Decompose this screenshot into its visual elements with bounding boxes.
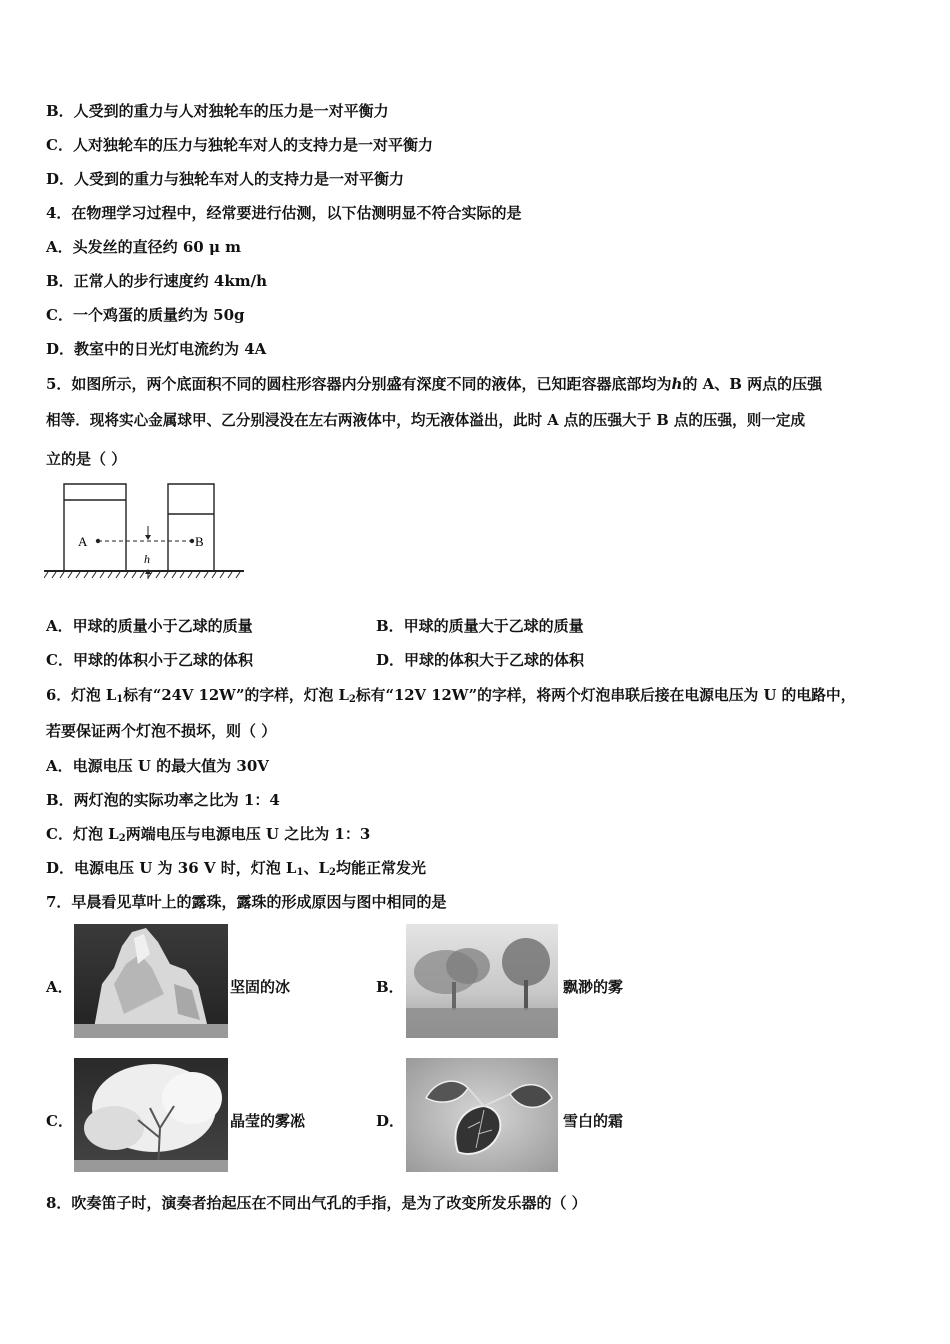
q6-d-sub2: 2: [329, 867, 336, 878]
right-container: [168, 484, 214, 570]
q7-option-a-label: A．: [46, 978, 73, 996]
q6-option-c: [46, 823, 370, 845]
q7-option-b-caption: 飘渺的雾: [563, 978, 624, 996]
q6-stem-line1: [46, 685, 856, 707]
q6-option-b: B．两灯泡的实际功率之比为 1：4: [46, 791, 280, 809]
q5-option-d: D．甲球的体积大于乙球的体积: [376, 651, 585, 669]
fog-image: [406, 924, 558, 1038]
q4-option-a: A．头发丝的直径约 60 μ m: [46, 238, 242, 256]
q4-option-b: B．正常人的步行速度约 4km/h: [46, 272, 267, 290]
q6-d-part3: 均能正常发光: [335, 859, 426, 877]
q7-option-b-label: B．: [376, 978, 404, 996]
q5-container-figure: [44, 480, 248, 580]
q7-option-a-caption: 坚固的冰: [230, 978, 291, 996]
label-a: A: [78, 534, 88, 549]
frost-image: [406, 1058, 558, 1172]
q5-option-a: A．甲球的质量小于乙球的质量: [46, 617, 253, 635]
q6-option-d: [46, 857, 426, 879]
label-h: h: [144, 552, 150, 566]
q6-option-a: A．电源电压 U 的最大值为 30V: [46, 757, 269, 775]
q6-stem-part3: 标有“12V 12W”的字样，将两个灯泡串联后接在电源电压为 U 的电路中，: [355, 687, 856, 704]
point-b: [190, 539, 194, 543]
q3-option-d: D．人受到的重力与独轮车对人的支持力是一对平衡力: [46, 170, 405, 188]
q6-c-part1: C．灯泡 L: [46, 825, 119, 843]
ice-image: [74, 924, 228, 1038]
q6-d-sub1: 1: [296, 867, 304, 878]
point-a: [96, 539, 100, 543]
q8-stem: 8．吹奏笛子时，演奏者抬起压在不同出气孔的手指，是为了改变所发乐器的（ ）: [46, 1194, 587, 1212]
left-container: [64, 484, 126, 570]
q5-stem-line2: 相等．现将实心金属球甲、乙分别浸没在左右两液体中，均无液体溢出，此时 A 点的压强大于 B 点的压强，则一定成: [46, 412, 806, 429]
q6-c-sub: 2: [118, 833, 126, 844]
q7-option-d-caption: 雪白的霜: [563, 1112, 624, 1130]
q6-sub-1: 1: [116, 694, 124, 705]
q3-option-c: C．人对独轮车的压力与独轮车对人的支持力是一对平衡力: [46, 136, 433, 154]
ground-hatching: [44, 572, 240, 578]
q6-stem-part1: 6．灯泡 L: [46, 687, 117, 704]
q4-option-c: C．一个鸡蛋的质量约为 50g: [46, 306, 245, 324]
q4-stem: 4．在物理学习过程中，经常要进行估测，以下估测明显不符合实际的是: [46, 204, 522, 222]
q7-stem: 7．早晨看见草叶上的露珠，露珠的形成原因与图中相同的是: [46, 893, 447, 911]
q7-option-c-label: C．: [46, 1112, 73, 1130]
q5-stem-line3: 立的是（ ）: [46, 450, 127, 468]
q7-option-c-caption: 晶莹的雾凇: [230, 1112, 306, 1130]
q5-stem-line1: [46, 373, 822, 395]
q5-option-b: B．甲球的质量大于乙球的质量: [376, 617, 584, 635]
q6-c-part2: 两端电压与电源电压 U 之比为 1：3: [125, 825, 371, 843]
q5-stem-part1: 5．如图所示，两个底面积不同的圆柱形容器内分别盛有深度不同的液体，已知距容器底部均为: [46, 375, 672, 393]
q7-option-d-label: D．: [376, 1112, 405, 1130]
q6-stem-part2: 标有“24V 12W”的字样，灯泡 L: [123, 687, 349, 704]
q3-option-b: B．人受到的重力与人对独轮车的压力是一对平衡力: [46, 102, 389, 120]
q5-stem-part2: 的 A、B 两点的压强: [682, 375, 823, 393]
q6-d-part2: 、L: [303, 859, 330, 877]
q6-d-part1: D．电源电压 U 为 36 V 时，灯泡 L: [46, 859, 297, 877]
label-b: B: [195, 534, 204, 549]
rime-image: [74, 1058, 228, 1172]
q6-sub-2: 2: [348, 694, 356, 705]
q6-stem-line2: 若要保证两个灯泡不损坏，则（ ）: [46, 722, 277, 740]
h-arrowhead-top: [145, 535, 151, 540]
q5-stem-h: h: [671, 375, 683, 393]
q4-option-d: D．教室中的日光灯电流约为 4A: [46, 340, 267, 358]
q5-option-c: C．甲球的体积小于乙球的体积: [46, 651, 253, 669]
